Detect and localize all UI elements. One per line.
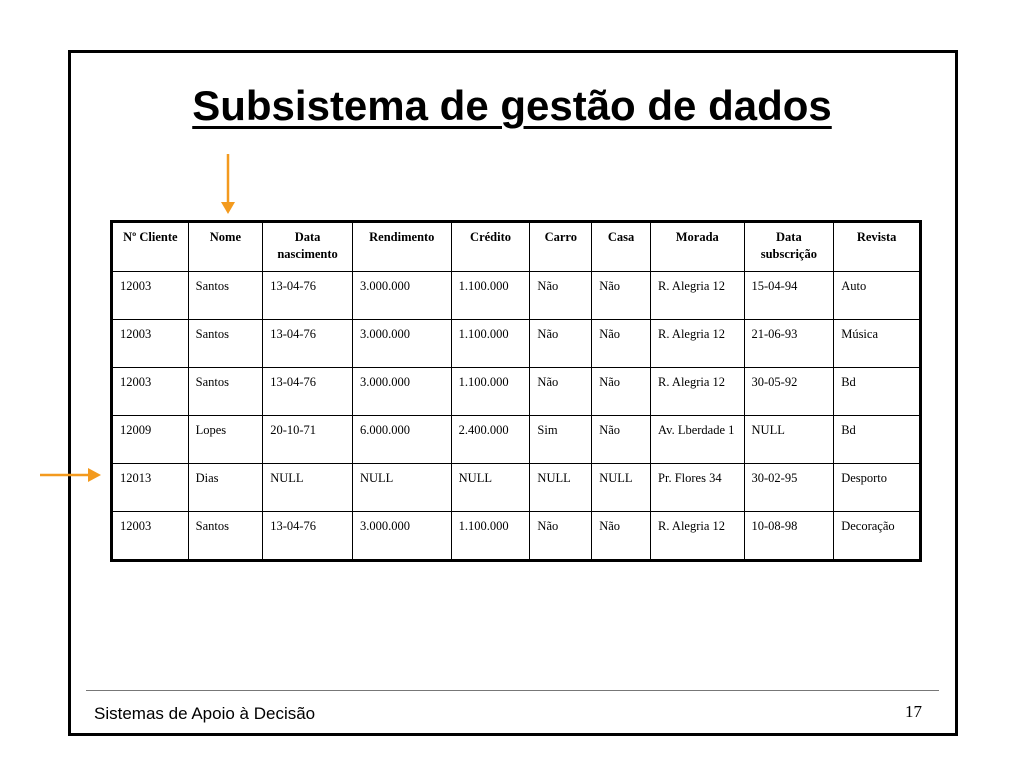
slide-title: Subsistema de gestão de dados: [192, 82, 832, 129]
table-cell: Música: [834, 320, 921, 368]
table-cell: Bd: [834, 368, 921, 416]
table-cell: 13-04-76: [263, 512, 353, 561]
table-row: [112, 512, 921, 561]
column-header: Rendimento: [352, 222, 451, 272]
table-cell: 21-06-93: [744, 320, 834, 368]
table-cell: Não: [592, 416, 651, 464]
column-header: Casa: [592, 222, 651, 272]
down-arrow-icon: [218, 154, 238, 216]
table-cell: 12013: [112, 464, 189, 512]
column-header: Data nascimento: [263, 222, 353, 272]
table-cell: 1.100.000: [451, 320, 530, 368]
table-cell: Santos: [188, 512, 263, 561]
table-cell: NULL: [352, 464, 451, 512]
table-cell: Pr. Flores 34: [651, 464, 744, 512]
table-cell: 12003: [112, 272, 189, 320]
table-cell: Sim: [530, 416, 592, 464]
footer-divider: [86, 690, 939, 691]
table-cell: 3.000.000: [352, 512, 451, 561]
table-cell: 12003: [112, 320, 189, 368]
table-cell: Não: [530, 272, 592, 320]
table-cell: 30-05-92: [744, 368, 834, 416]
table-cell: 12003: [112, 512, 189, 561]
table-cell: NULL: [592, 464, 651, 512]
table-cell: 12003: [112, 368, 189, 416]
column-header: Nº Cliente: [112, 222, 189, 272]
table-cell: Não: [592, 272, 651, 320]
table-cell: 1.100.000: [451, 272, 530, 320]
table-cell: Não: [530, 368, 592, 416]
column-header: Revista: [834, 222, 921, 272]
table-cell: R. Alegria 12: [651, 512, 744, 561]
table-cell: NULL: [530, 464, 592, 512]
table-cell: Av. Lberdade 1: [651, 416, 744, 464]
table-row: [112, 272, 921, 320]
table-cell: 13-04-76: [263, 272, 353, 320]
table-cell: Não: [530, 512, 592, 561]
table-cell: R. Alegria 12: [651, 320, 744, 368]
data-table: [110, 220, 922, 562]
table-row: [112, 464, 921, 512]
table-cell: Dias: [188, 464, 263, 512]
table-cell: Desporto: [834, 464, 921, 512]
table-cell: R. Alegria 12: [651, 272, 744, 320]
table-cell: NULL: [451, 464, 530, 512]
column-header: Carro: [530, 222, 592, 272]
table-cell: Auto: [834, 272, 921, 320]
table-cell: 6.000.000: [352, 416, 451, 464]
table-row: [112, 320, 921, 368]
table-cell: 1.100.000: [451, 512, 530, 561]
table-header-row: [112, 222, 921, 272]
table-cell: 12009: [112, 416, 189, 464]
column-header: Crédito: [451, 222, 530, 272]
table-cell: Santos: [188, 368, 263, 416]
table-cell: 10-08-98: [744, 512, 834, 561]
table-cell: 15-04-94: [744, 272, 834, 320]
table-cell: Não: [592, 512, 651, 561]
table-cell: Santos: [188, 272, 263, 320]
table-row: [112, 368, 921, 416]
table-row: [112, 416, 921, 464]
footer-text: Sistemas de Apoio à Decisão: [94, 704, 316, 723]
table-cell: Decoração: [834, 512, 921, 561]
table-cell: Não: [592, 320, 651, 368]
table-cell: R. Alegria 12: [651, 368, 744, 416]
table-cell: 1.100.000: [451, 368, 530, 416]
table-cell: Não: [592, 368, 651, 416]
table-cell: Lopes: [188, 416, 263, 464]
table-cell: 13-04-76: [263, 320, 353, 368]
column-header: Nome: [188, 222, 263, 272]
table-cell: Bd: [834, 416, 921, 464]
table-cell: 20-10-71: [263, 416, 353, 464]
table-cell: NULL: [744, 416, 834, 464]
table-cell: 13-04-76: [263, 368, 353, 416]
table-cell: Não: [530, 320, 592, 368]
column-header: Morada: [651, 222, 744, 272]
right-arrow-icon: [40, 465, 104, 485]
table-cell: NULL: [263, 464, 353, 512]
page-number: 17: [905, 702, 922, 721]
table-cell: 30-02-95: [744, 464, 834, 512]
table-cell: 2.400.000: [451, 416, 530, 464]
table-cell: 3.000.000: [352, 320, 451, 368]
table-cell: 3.000.000: [352, 272, 451, 320]
table-cell: Santos: [188, 320, 263, 368]
table-cell: 3.000.000: [352, 368, 451, 416]
column-header: Data subscrição: [744, 222, 834, 272]
